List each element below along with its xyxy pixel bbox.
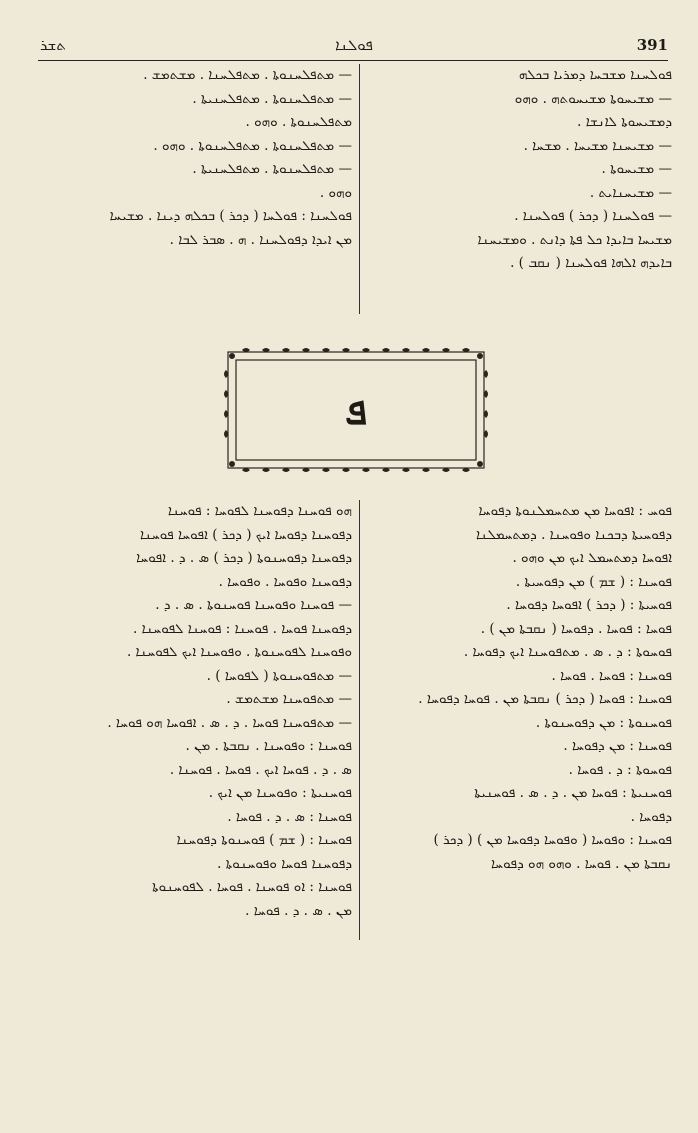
entry-line: — ܡܬܦܠܚܢܘܬܐ . ܡܬܦܠܚܢܝܬܐ . bbox=[192, 161, 352, 177]
entry-line: ܘܗܘ . bbox=[319, 184, 352, 201]
entry-line: ܦܘܚܢܐ : ( ܫܡ ) ܡܢ ܕܦܘܚܝܬܐ . bbox=[515, 573, 672, 590]
entry-line: ܦܘܚܘܬܐ : ܕ . ܦܘܚܐ . bbox=[568, 761, 672, 778]
entry-line: ܦܘܚܢܐ : ܣ . ܕ . ܦܘܚܐ . bbox=[227, 808, 352, 825]
entry-line: — ܡܬܦܠܚܢܘܬܐ . ܡܬܦܠܚܢܘܬܐ . ܘܗܘ . bbox=[153, 137, 352, 154]
entry-line: ܢܩܒܬܐ ܡܢ . ܦܘܚܐ . ܘܗܘ ܗܘ ܕܦܘܚܐ bbox=[490, 855, 672, 872]
column-divider-bottom bbox=[359, 500, 360, 940]
entry-line: ܕܦܘܚܢܐ ܘܦܘܚܐ . ܘܦܘܚܐ . bbox=[218, 573, 352, 590]
entry-line: ܦܘܚܢܐ : ܦܘܚܐ ( ܕܟܪ ) ܢܩܒܬܐ ܡܢ . ܦܘܚܐ ܕܦܘܚܐ . bbox=[418, 691, 672, 707]
entry-line: ܕܦܘܚܢܐ ܦܘܚܐ . ܦܘܚܢܐ : ܦܘܚܢܐ ܠܦܘܚܢܐ . bbox=[133, 620, 352, 637]
column-bottom-left bbox=[40, 500, 352, 923]
entry-line: — ܡܫܝܚܢܐܝܬ . bbox=[589, 184, 672, 201]
entry-line: ܡܢ ܐܝܕܐ ܕܦܘܠܚܢܐ . ܗ . ܣܒܪ ܠܒܐ . bbox=[169, 231, 352, 248]
entry-line: ܦܘܚܢܐ : ܦܘܚܐ . ܦܘܚܐ . bbox=[551, 667, 672, 684]
entry-line: — ܡܫܝܚܘܬܐ . bbox=[601, 161, 672, 177]
entry-line: ܕܦܘܚܝܬܐ ܕܒܟܢܐ ܘܦܘܚܢܐ . ܕܡܬܚܡܠܢܐ bbox=[475, 526, 672, 543]
entry-line: ܦܘܚܢܐ : ܘܦܘܚܢܐ . ܢܩܒܬܐ . ܡܢ . bbox=[185, 738, 352, 754]
entry-line: ܦܘܚܘܬܐ : ܕ . ܣ . ܡܬܦܘܚܢܐ ܐܝܟ ܕܦܘܚܐ . bbox=[463, 644, 672, 660]
entry-line: — ܡܫܝܚܢܐ ܡܫܝܚܐ . ܡܫܚܐ . bbox=[523, 137, 672, 154]
entry-line: ܦܘܚܝܬܐ : ( ܕܟܪ ) ܐܦܘܚܐ ܕܦܘܚܐ . bbox=[506, 597, 672, 613]
column-bottom-right bbox=[366, 500, 672, 876]
entry-line: ܕܡܫܝܚܘܬܐ ܠܐܢܫܐ . bbox=[577, 114, 672, 130]
running-head-left: ܬܫܪ bbox=[40, 36, 66, 54]
entry-line: — ܦܘܠܚܢܐ ( ܕܟܪ ) ܦܘܠܚܢܐ . bbox=[514, 208, 672, 224]
entry-line: ܦܘܠܚܢܐ ܡܫܒܚܐ ܕܡܪܝܐ ܒܟܠܗ bbox=[518, 67, 672, 83]
entry-line: ܡܬܦܠܚܢܘܬܐ . ܘܗܘ . bbox=[245, 114, 352, 130]
entry-line: ܡܢ . ܣ . ܕ . ܦܘܚܐ . bbox=[245, 902, 352, 919]
entry-line: ܦܘܠܚܢܐ : ܦܘܠܚܐ ( ܕܟܪ ) ܒܟܠܗ ܕܝܢܐ . ܡܫܝܚܐ bbox=[109, 208, 352, 224]
entry-line: ܕܦܘܚܢܐ ܕܦܘܚܢܘܬܐ ( ܕܟܪ ) ܣ . ܕ . ܐܦܘܚܐ bbox=[136, 550, 352, 566]
entry-line: ܦܘܚܢܐ : ܡܢ ܕܦܘܚܐ . bbox=[563, 738, 672, 754]
entry-line: ܦܘܚܢܐ : ܘܦܘܚܐ ( ܘܦܘܚܐ ܕܦܘܚܐ ܡܢ ) ( ܕܟܪ ) bbox=[433, 832, 672, 848]
entry-line: ܒܐܝܕܗ ܐܠܗܐ ܦܘܠܚܢܐ ( ܢܩܒ ) . bbox=[510, 255, 672, 271]
entry-line: ܦܘܚܢܝܬܐ : ܘܦܘܚܢܐ ܡܢ ܐܝܟ . bbox=[208, 785, 352, 801]
entry-line: ܘܦܘܚܢܐ ܠܦܘܚܢܘܬܐ . ܘܦܘܚܢܐ ܐܝܟ ܠܦܘܚܢܐ . bbox=[126, 644, 352, 660]
section-letter: ܦ bbox=[345, 388, 367, 434]
entry-line: ܦܘܚܢܝܬܐ : ܦܘܚܐ ܡܢ . ܕ . ܣ . ܦܘܚܢܝܬܐ bbox=[474, 785, 672, 801]
entry-line: ܦܘܚܢܘܬܐ : ܡܢ ܕܦܘܚܢܘܬܐ . bbox=[535, 714, 672, 731]
header-rule bbox=[38, 60, 668, 61]
entry-line: — ܡܬܦܘܚܢܐ ܦܘܚܐ . ܕ . ܣ . ܐܦܘܚܐ ܗܘ ܦܘܚܐ . bbox=[107, 714, 352, 731]
section-ornament bbox=[222, 346, 490, 474]
column-divider-top bbox=[359, 64, 360, 314]
entry-line: — ܡܫܝܚܘܬܐ ܡܫܝܚܘܬܗ . ܘܗܘ bbox=[514, 90, 672, 107]
entry-line: — ܡܬܦܘܚܢܘܬܐ ( ܠܦܘܚܐ ) . bbox=[206, 667, 352, 684]
column-top-left bbox=[40, 64, 352, 252]
entry-line: ܣ . ܕ . ܦܘܚܐ ܐܝܟ . ܦܘܚܐ . ܦܘܚܢܐ . bbox=[169, 761, 352, 778]
entry-line: ܕܦܘܚܢܐ ܦܘܚܐ ܘܦܘܚܢܘܬܐ . bbox=[217, 855, 352, 872]
entry-line: ܦܘܚ : ܐܦܘܚܐ ܡܢ ܡܬܚܡܠܢܘܬܐ ܕܦܘܚܐ bbox=[478, 503, 672, 519]
entry-line: ܦܘܚܢܐ : ( ܫܡ ) ܦܘܚܢܘܬܐ ܕܦܘܚܢܐ bbox=[176, 832, 352, 848]
entry-line: ܕܦܘܚܐ . bbox=[630, 808, 672, 825]
entry-line: — ܡܬܦܘܚܢܐ ܡܫܬܡܫ . bbox=[226, 691, 352, 707]
entry-line: — ܡܬܦܠܚܢܘܬܐ . ܡܬܦܠܚܢܝܬܐ . bbox=[192, 90, 352, 107]
running-head bbox=[40, 36, 668, 58]
entry-line: — ܦܘܚܢܐ ܘܦܘܚܢܐ ܦܘܚܢܘܬܐ . ܣ . ܕ . bbox=[155, 597, 352, 613]
page-number: 391 bbox=[636, 36, 668, 54]
entry-line: ܐܦܘܚܐ ܕܡܬܚܡܠ ܐܝܟ ܡܢ ܘܗܘ . bbox=[512, 550, 672, 566]
entry-line: ܗܘ ܦܘܚܢܐ ܕܦܘܚܢܐ ܠܦܘܚܐ : ܦܘܚܢܐ bbox=[167, 503, 352, 519]
column-top-right bbox=[366, 64, 672, 276]
entry-line: — ܡܬܦܠܚܢܘܬܐ . ܡܬܦܠܚܢܐ . ܡܫܬܡܫ . bbox=[143, 67, 352, 83]
entry-line: ܕܦܘܚܢܐ ܕܦܘܚܐ ܐܝܟ ( ܕܟܪ ) ܐܦܘܚܐ ܦܘܚܢܐ bbox=[140, 526, 352, 543]
entry-line: ܦܘܚܐ : ܦܘܚܐ . ܕܦܘܚܐ ( ܢܩܒܬܐ ܡܢ ) . bbox=[480, 620, 672, 637]
running-head-title: ܦܘܠܢܐ bbox=[335, 36, 373, 54]
entry-line: ܡܫܝܚܐ ܒܐܝܕܐ ܟܠ ܦܬܐ ܕܐܢܬ . ܘܡܫܝܚܢܐ bbox=[477, 231, 672, 248]
entry-line: ܦܘܚܢܐ : ܐܘ ܦܘܚܢܐ . ܦܘܚܐ . ܠܦܘܚܢܘܬܐ bbox=[152, 879, 352, 895]
